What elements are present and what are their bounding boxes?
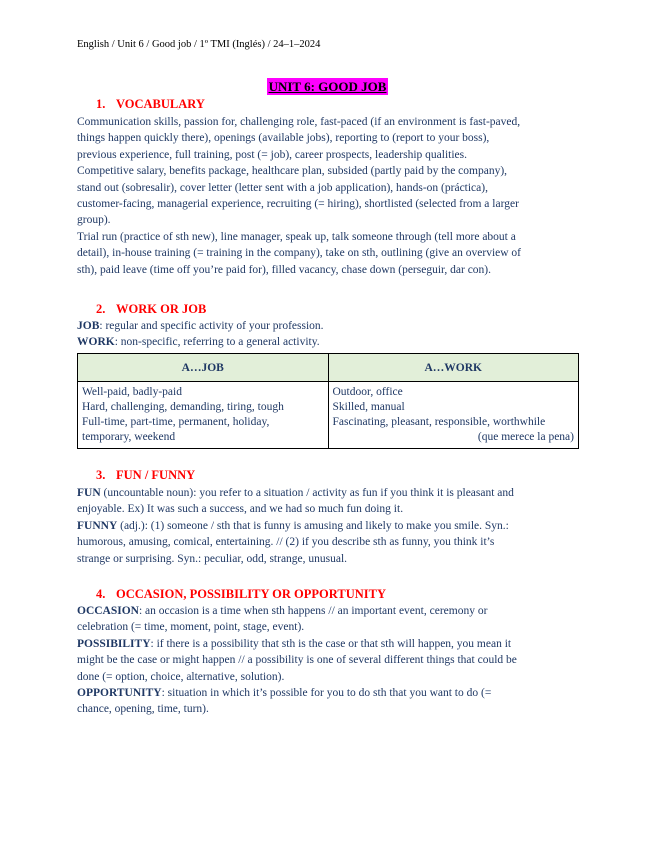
vocab-line: Competitive salary, benefits package, healthcare plan, subsided (partly paid by the company), (77, 165, 508, 178)
fun-definition-line: enjoyable. Ex) It was such a success, and we had so much fun doing it. (77, 503, 404, 516)
vocab-line: sth), paid leave (time off you’re paid for), filled vacancy, chase down (perseguir, dar con). (77, 263, 492, 276)
section-number: 1. (96, 97, 106, 111)
opportunity-definition-line (77, 685, 578, 701)
fun-term: FUN (77, 487, 101, 499)
work-column-header: A…WORK (328, 354, 579, 382)
vocab-line: things happen quickly there), openings (available jobs), reporting to (report to your boss), (77, 132, 490, 145)
opportunity-text: : situation in which it’s possible for you to do sth that you want to do (= (161, 687, 492, 700)
vocab-line: Communication skills, passion for, challenging role, fast-paced (if an environment is fast-paved, (77, 116, 521, 128)
possibility-text: : if there is a possibility that sth is the case or that sth will happen, you mean it (150, 637, 512, 650)
job-definition (77, 318, 578, 334)
vocab-line: Trial run (practice of sth new), line manager, speak up, talk someone through (tell more about a (77, 230, 516, 243)
possibility-definition-line: done (= option, choice, alternative, solution). (77, 670, 285, 683)
job-cell-line: Well-paid, badly-paid (82, 386, 182, 398)
job-work-definitions (77, 318, 578, 351)
funny-text: (adj.): (1) someone / sth that is funny is amusing and likely to make you smile. Syn.: (117, 519, 509, 532)
occasion-paragraph (77, 603, 578, 718)
possibility-term: POSSIBILITY (77, 637, 151, 650)
vocab-line: detail), in-house training (= training in the company), take on sth, outlining (give an overview of (77, 247, 522, 260)
work-cell (328, 382, 579, 449)
work-definition-text: : non-specific, referring to a general activity. (114, 336, 320, 349)
vocab-line: customer-facing, managerial experience, recruiting (= hiring), shortlisted (selected from a larger (77, 198, 519, 211)
fun-definition-line (77, 485, 578, 501)
job-cell-line: Full-time, part-time, permanent, holiday, (82, 416, 270, 428)
work-cell-line: Skilled, manual (332, 401, 405, 413)
job-cell-line: Hard, challenging, demanding, tiring, tough (82, 401, 284, 413)
section-title: VOCABULARY (116, 97, 205, 111)
section-number: 2. (96, 302, 106, 316)
possibility-definition-line (77, 636, 578, 652)
work-cell-line: Fascinating, pleasant, responsible, worthwhile (332, 416, 546, 428)
table-row (78, 382, 579, 449)
opportunity-term: OPPORTUNITY (77, 687, 162, 700)
vocab-line: previous experience, full training, post (= job), career prospects, leadership qualities. (77, 148, 468, 161)
unit-title: UNIT 6: GOOD JOB (268, 79, 387, 94)
occasion-text: : an occasion is a time when sth happens // an important event, ceremony or (138, 605, 488, 617)
section-number: 4. (96, 587, 106, 601)
occasion-definition-line: celebration (= time, moment, point, stage, event). (77, 621, 305, 634)
section-number: 3. (96, 468, 106, 482)
occasion-definition-line (77, 603, 578, 619)
funny-definition-line (77, 518, 578, 534)
funny-term: FUNNY (77, 519, 118, 532)
fun-funny-paragraph (77, 485, 578, 567)
section-heading-work-or-job (96, 302, 206, 317)
page-header: English / Unit 6 / Good job / 1º TMI (Inglés) / 24–1–2024 (77, 39, 321, 50)
section-heading-fun-funny (96, 468, 195, 483)
section-title: WORK OR JOB (116, 302, 207, 316)
table-header-row (78, 354, 579, 382)
occasion-term: OCCASION (77, 605, 139, 617)
work-definition (77, 334, 578, 350)
work-term: WORK (77, 336, 115, 349)
opportunity-definition-line: chance, opening, time, turn). (77, 703, 209, 716)
possibility-definition-line: might be the case or might happen // a possibility is one of several different things that could be (77, 654, 517, 667)
section-title: OCCASION, POSSIBILITY OR OPPORTUNITY (116, 587, 386, 601)
section-heading-occasion (96, 587, 386, 602)
job-column-header: A…JOB (78, 354, 329, 382)
job-work-table (77, 353, 579, 449)
fun-text: (uncountable noun): you refer to a situation / activity as fun if you think it is pleasant and (100, 487, 514, 499)
job-term: JOB (77, 320, 100, 332)
job-cell-line: temporary, weekend (82, 431, 176, 443)
vocabulary-paragraph (77, 114, 578, 278)
work-cell-line: Outdoor, office (332, 386, 403, 398)
title-wrapper (0, 78, 655, 96)
work-cell-line: (que merece la pena) (477, 431, 574, 443)
job-definition-text: : regular and specific activity of your profession. (99, 320, 324, 332)
section-heading-vocabulary (96, 97, 205, 112)
funny-definition-line: strange or surprising. Syn.: peculiar, odd, strange, unusual. (77, 552, 348, 565)
vocab-line: stand out (sobresalir), cover letter (letter sent with a job application), hands-on (práctica), (77, 181, 488, 194)
job-cell (78, 382, 329, 449)
section-title: FUN / FUNNY (116, 468, 196, 482)
vocab-line: group). (77, 214, 111, 227)
funny-definition-line: humorous, amusing, comical, entertaining. // (2) if you describe sth as funny, you think it’s (77, 536, 495, 549)
